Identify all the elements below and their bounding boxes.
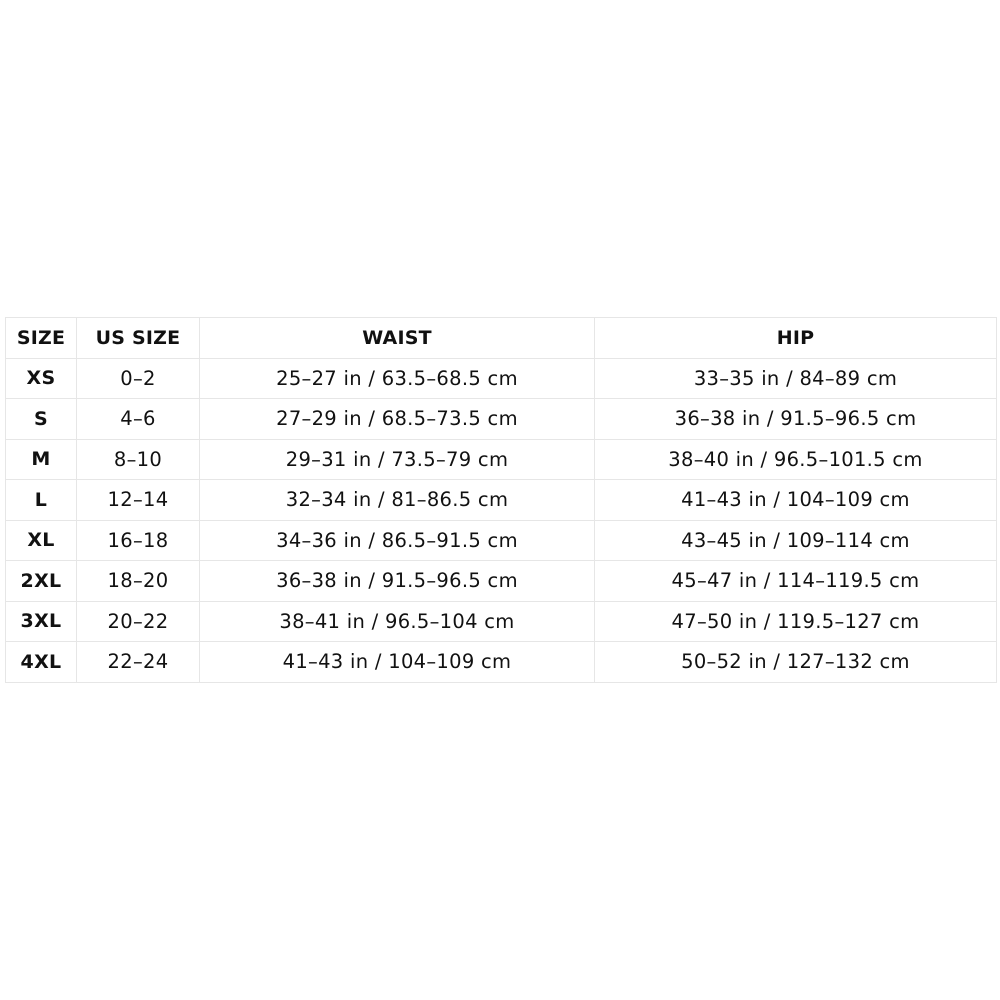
hip-cell: 43–45 in / 109–114 cm: [595, 520, 997, 561]
us-size-cell: 8–10: [77, 439, 200, 480]
waist-cell: 38–41 in / 96.5–104 cm: [200, 601, 595, 642]
hip-cell: 38–40 in / 96.5–101.5 cm: [595, 439, 997, 480]
header-waist: WAIST: [200, 318, 595, 359]
header-row: [6, 318, 997, 359]
size-cell: XL: [6, 520, 77, 561]
size-cell: S: [6, 399, 77, 440]
size-cell: L: [6, 480, 77, 521]
hip-cell: 41–43 in / 104–109 cm: [595, 480, 997, 521]
table-row: [6, 561, 997, 602]
waist-cell: 36–38 in / 91.5–96.5 cm: [200, 561, 595, 602]
us-size-cell: 4–6: [77, 399, 200, 440]
waist-cell: 29–31 in / 73.5–79 cm: [200, 439, 595, 480]
size-cell: XS: [6, 358, 77, 399]
table-row: [6, 439, 997, 480]
size-chart-table: [5, 317, 997, 683]
us-size-cell: 22–24: [77, 642, 200, 683]
table-row: [6, 601, 997, 642]
header-size: SIZE: [6, 318, 77, 359]
header-hip: HIP: [595, 318, 997, 359]
table-row: [6, 358, 997, 399]
us-size-cell: 20–22: [77, 601, 200, 642]
waist-cell: 41–43 in / 104–109 cm: [200, 642, 595, 683]
table-row: [6, 520, 997, 561]
waist-cell: 32–34 in / 81–86.5 cm: [200, 480, 595, 521]
hip-cell: 36–38 in / 91.5–96.5 cm: [595, 399, 997, 440]
table-row: [6, 480, 997, 521]
size-cell: 2XL: [6, 561, 77, 602]
hip-cell: 33–35 in / 84–89 cm: [595, 358, 997, 399]
us-size-cell: 18–20: [77, 561, 200, 602]
table-body: [6, 358, 997, 682]
size-cell: 4XL: [6, 642, 77, 683]
us-size-cell: 0–2: [77, 358, 200, 399]
hip-cell: 45–47 in / 114–119.5 cm: [595, 561, 997, 602]
hip-cell: 47–50 in / 119.5–127 cm: [595, 601, 997, 642]
us-size-cell: 12–14: [77, 480, 200, 521]
waist-cell: 34–36 in / 86.5–91.5 cm: [200, 520, 595, 561]
hip-cell: 50–52 in / 127–132 cm: [595, 642, 997, 683]
header-us-size: US SIZE: [77, 318, 200, 359]
size-cell: M: [6, 439, 77, 480]
us-size-cell: 16–18: [77, 520, 200, 561]
table-header: [6, 318, 997, 359]
table-row: [6, 642, 997, 683]
waist-cell: 27–29 in / 68.5–73.5 cm: [200, 399, 595, 440]
size-cell: 3XL: [6, 601, 77, 642]
table-row: [6, 399, 997, 440]
waist-cell: 25–27 in / 63.5–68.5 cm: [200, 358, 595, 399]
